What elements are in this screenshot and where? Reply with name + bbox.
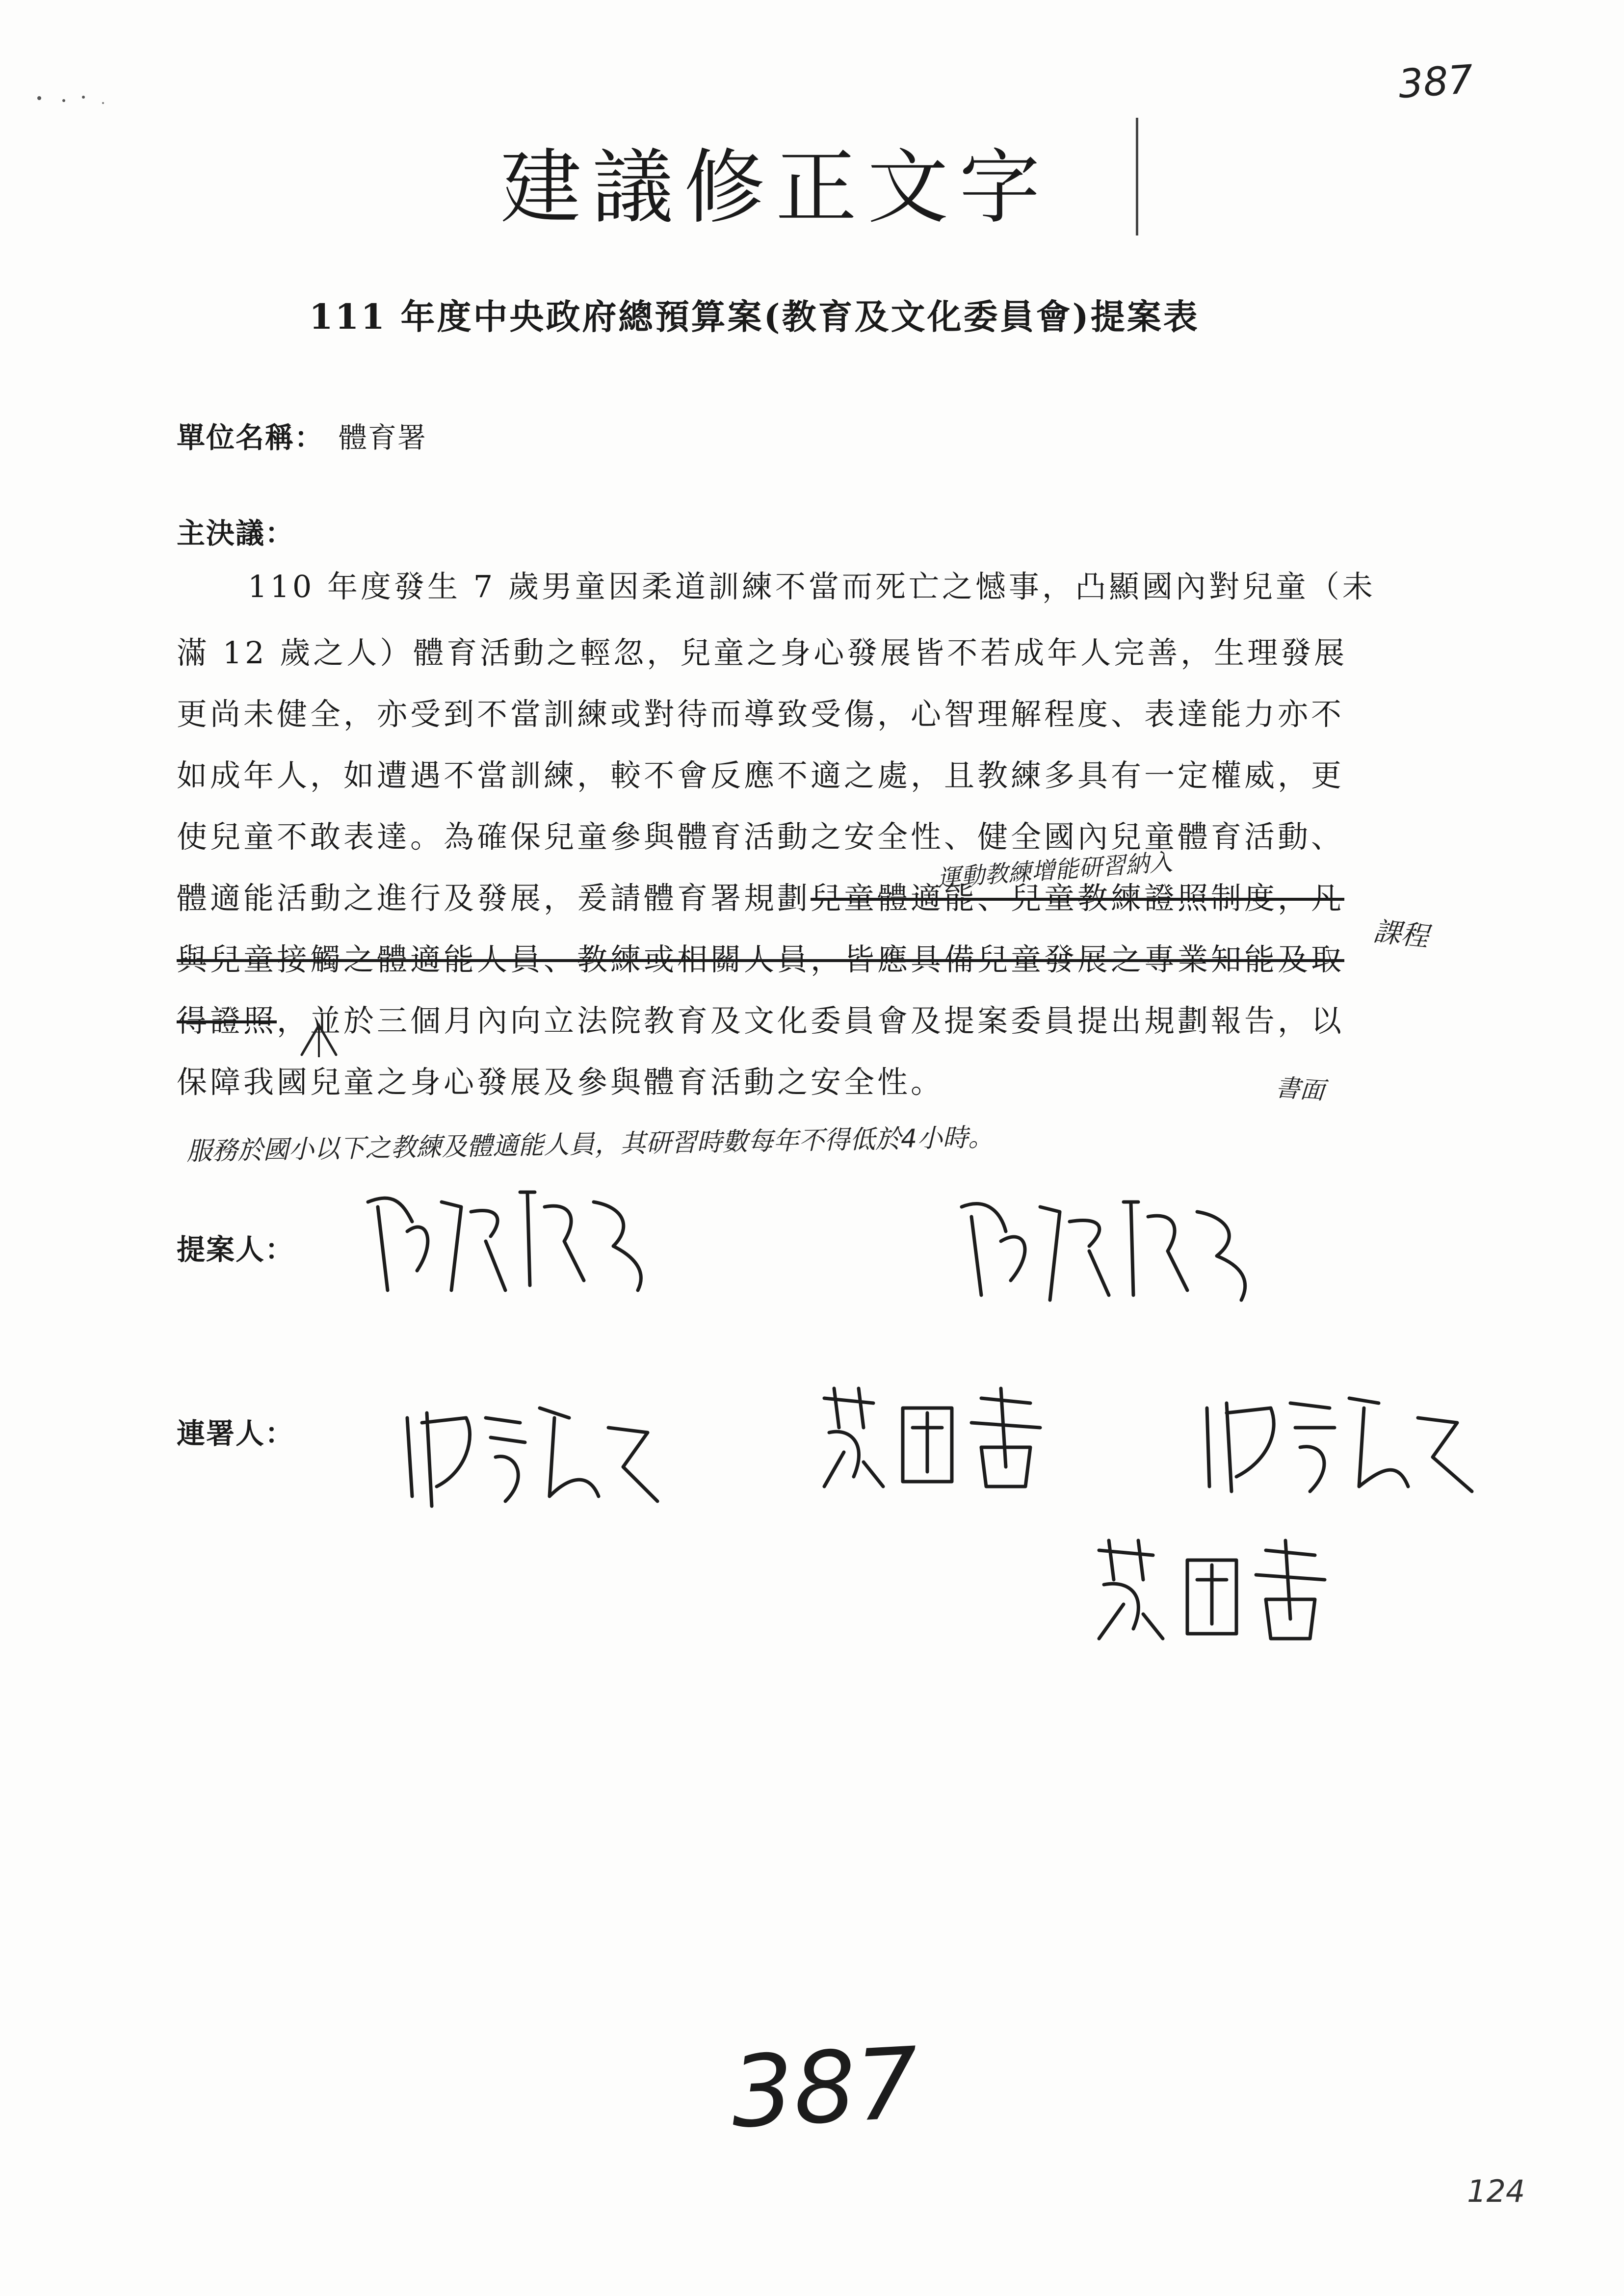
- unit-label: 單位名稱：: [177, 421, 324, 454]
- body-line-3: 更尚未健全，亦受到不當訓練或對待而導致受傷，心智理解程度、表達能力亦不: [177, 696, 1345, 732]
- title-divider: [1136, 118, 1138, 235]
- struck-text-line-7: 與兒童接觸之體適能人員、教練或相關人員，皆應具備兒童發展之專業知能及取: [177, 941, 1345, 977]
- signature-cosigner-2: [805, 1369, 1109, 1496]
- page-subtitle: 111 年度中央政府總預算案(教育及文化委員會)提案表: [309, 296, 1200, 337]
- signature-cosigner-4: [1079, 1516, 1384, 1644]
- signature-cosigner-1: [393, 1388, 697, 1516]
- handwritten-inserted-line: 服務於國小以下之教練及體適能人員，其研習時數每年不得低於4小時。: [186, 1122, 994, 1167]
- corner-page-number: 124: [1467, 2173, 1525, 2209]
- handwritten-note-line-8: 書面: [1274, 1073, 1326, 1105]
- body-line-5: 使兒童不敢表達。為確保兒童參與體育活動之安全性、健全國內兒童體育活動、: [177, 819, 1345, 855]
- resolution-label: 主決議：: [177, 517, 295, 550]
- insertion-caret-icon: [299, 1020, 339, 1060]
- bottom-page-number: 387: [728, 2026, 921, 2150]
- scan-speckle: [29, 83, 137, 113]
- struck-text-line-6: 兒童體適能、兒童教練證照制度，凡: [811, 880, 1345, 916]
- body-line-8: [177, 1003, 1345, 1039]
- unit-value: 體育署: [339, 421, 427, 454]
- body-line-6: [177, 880, 1345, 916]
- body-line-4: 如成年人，如遭遇不當訓練，較不會反應不適之處，且教練多具有一定權威，更: [177, 757, 1345, 793]
- body-line-8-text: ，並於三個月內向立法院教育及文化委員會及提案委員提出規劃報告，以: [277, 1003, 1345, 1039]
- body-line-9: 保障我國兒童之身心發展及參與體育活動之安全性。: [177, 1064, 944, 1100]
- page-title: 建議修正文字: [500, 140, 1051, 235]
- struck-text-line-8: 得證照: [177, 1003, 277, 1039]
- signature-proposer-1: [358, 1173, 662, 1300]
- signature-cosigner-3: [1187, 1374, 1492, 1501]
- handwritten-insertion-above-line-6: 運動教練增能研習納入: [936, 848, 1174, 892]
- top-page-number: 387: [1396, 56, 1475, 107]
- body-line-2: 滿 12 歲之人）體育活動之輕忽，兒童之身心發展皆不若成年人完善，生理發展: [177, 635, 1348, 671]
- cosigner-label: 連署人：: [177, 1417, 295, 1450]
- proposer-label: 提案人：: [177, 1233, 295, 1266]
- signature-proposer-2: [952, 1177, 1256, 1305]
- body-line-6-text: 體適能活動之進行及發展，爰請體育署規劃: [177, 880, 811, 916]
- body-line-1: 110 年度發生 7 歲男童因柔道訓練不當而死亡之憾事，凸顯國內對兒童（未: [248, 569, 1376, 604]
- handwritten-margin-note: 課程: [1372, 915, 1430, 953]
